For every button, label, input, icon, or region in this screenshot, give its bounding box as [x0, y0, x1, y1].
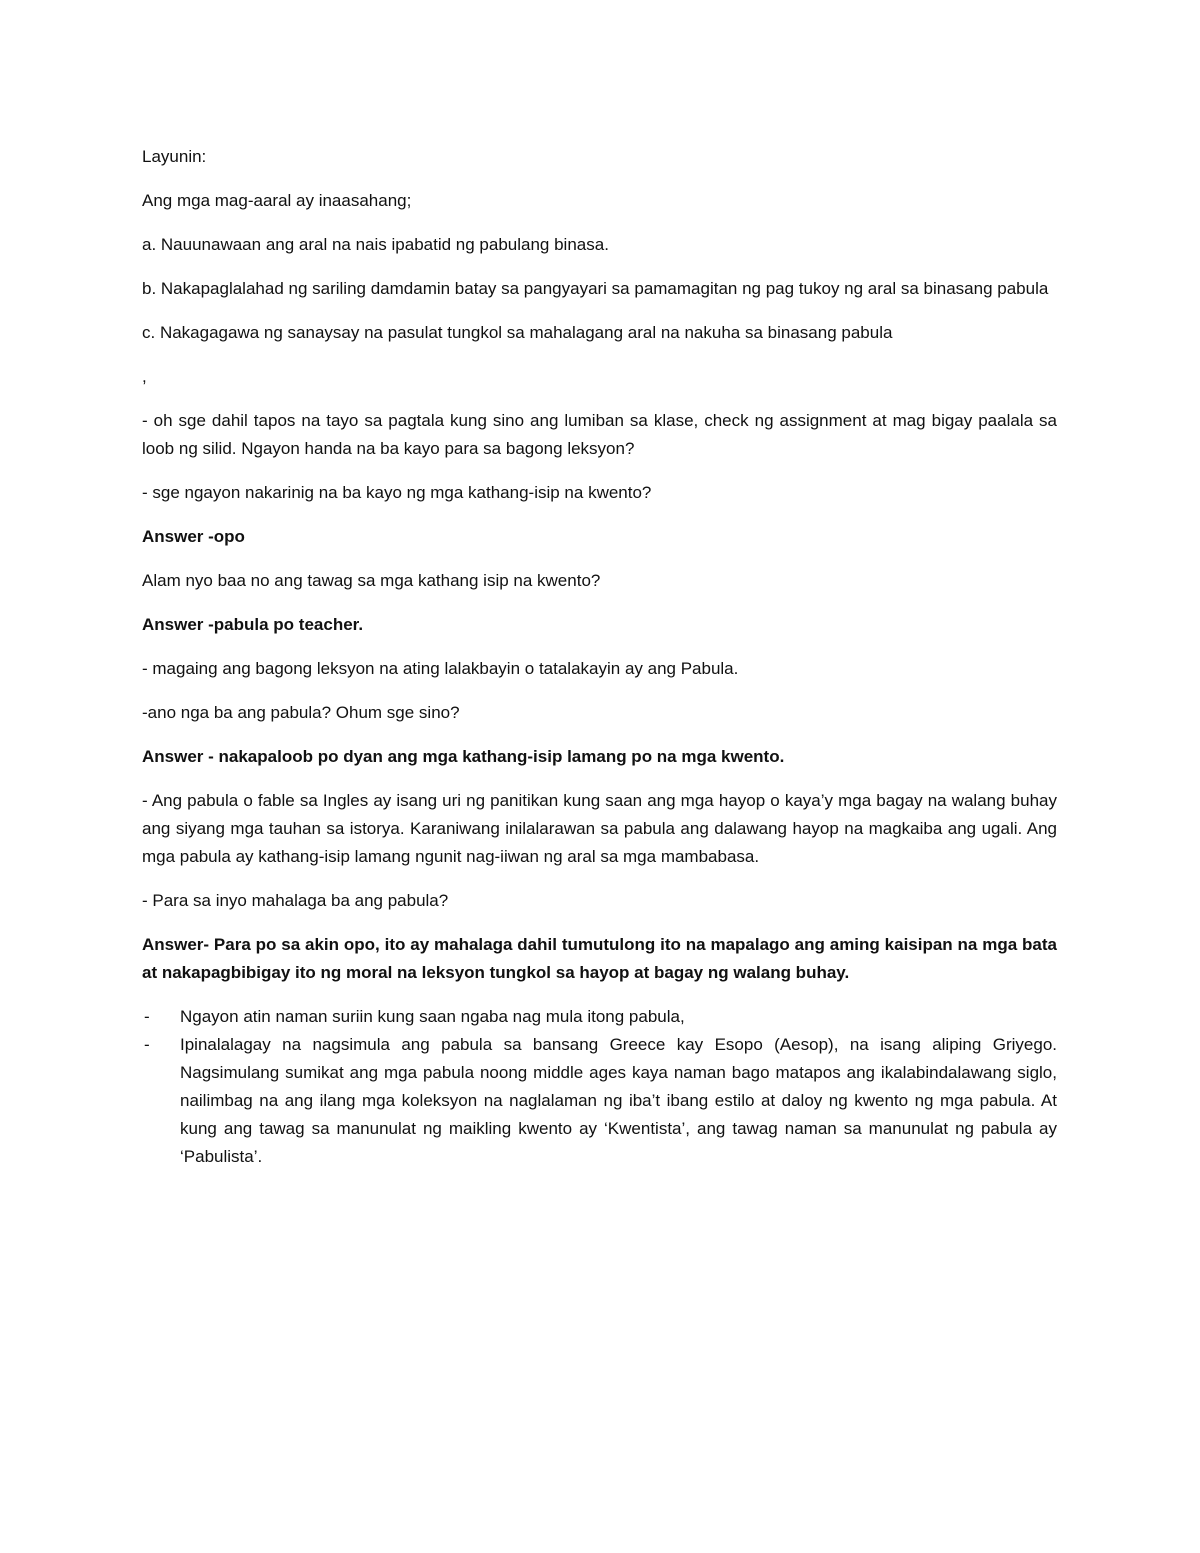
list-item	[142, 1003, 1057, 1031]
objective-b: b. Nakapaglalahad ng sariling damdamin batay sa pangyayari sa pamamagitan ng pag tukoy ng aral sa binasang pabula	[142, 279, 1049, 298]
answer-pabula: Answer -pabula po teacher.	[142, 615, 364, 634]
list-item	[142, 1031, 1057, 1171]
objective-a: a. Nauunawaan ang aral na nais ipabatid ng pabulang binasa.	[142, 235, 609, 254]
answer-opo: Answer -opo	[142, 527, 245, 546]
objectives-heading: Layunin:	[142, 147, 207, 166]
history-list	[142, 1003, 1057, 1171]
teacher-line-new-lesson: - magaing ang bagong leksyon na ating lalakbayin o tatalakayin ay ang Pabula.	[142, 659, 739, 678]
objectives-intro: Ang mga mag-aaral ay inaasahang;	[142, 191, 412, 210]
pabula-definition: - Ang pabula o fable sa Ingles ay isang uri ng panitikan kung saan ang mga hayop o kaya’y mga bagay na walang buhay ang siyang mga tauhan sa istorya. Karaniwang inilalarawan sa pabula ang dalawang hayop na magkaiba ang ugali. Ang mga pabula ay kathang-isip lamang ngunit nag-iiwan ng aral sa mga mambabasa.	[142, 791, 1057, 866]
answer-importance: Answer- Para po sa akin opo, ito ay mahalaga dahil tumutulong ito na mapalago ang aming kaisipan na mga bata at nakapagbibigay ito ng moral na leksyon tungkol sa hayop at bagay ng walang buhay.	[142, 935, 1057, 982]
stray-comma: ,	[142, 367, 147, 386]
teacher-line-importance: - Para sa inyo mahalaga ba ang pabula?	[142, 891, 449, 910]
teacher-line-question: - sge ngayon nakarinig na ba kayo ng mga kathang-isip na kwento?	[142, 483, 652, 502]
dash-marker: -	[144, 1035, 150, 1054]
teacher-line-what-is: -ano nga ba ang pabula? Ohum sge sino?	[142, 703, 460, 722]
document-page	[142, 143, 1057, 1171]
dash-marker: -	[144, 1007, 150, 1026]
list-item-text: Ipinalalagay na nagsimula ang pabula sa bansang Greece kay Esopo (Aesop), na isang aliping Griyego. Nagsimulang sumikat ang mga pabula noong middle ages kaya naman bago matapos ang ikalabindalawang siglo, nailimbag na ang ilang mga koleksyon na naglalaman ng iba’t ibang estilo at daloy ng kwento ng mga pabula. At kung ang tawag sa manunulat ng maikling kwento ay ‘Kwentista’, ang tawag naman sa manunulat ng pabula ay ‘Pabulista’.	[180, 1035, 1057, 1166]
list-item-text: Ngayon atin naman suriin kung saan ngaba nag mula itong pabula,	[180, 1007, 685, 1026]
objective-c: c. Nakagagawa ng sanaysay na pasulat tungkol sa mahalagang aral na nakuha sa binasang pabula	[142, 323, 893, 342]
teacher-line-intro: - oh sge dahil tapos na tayo sa pagtala kung sino ang lumiban sa klase, check ng assignment at mag bigay paalala sa loob ng silid. Ngayon handa na ba kayo para sa bagong leksyon?	[142, 411, 1057, 458]
teacher-line-ask-name: Alam nyo baa no ang tawag sa mga kathang isip na kwento?	[142, 571, 601, 590]
answer-definition: Answer - nakapaloob po dyan ang mga kathang-isip lamang po na mga kwento.	[142, 747, 785, 766]
